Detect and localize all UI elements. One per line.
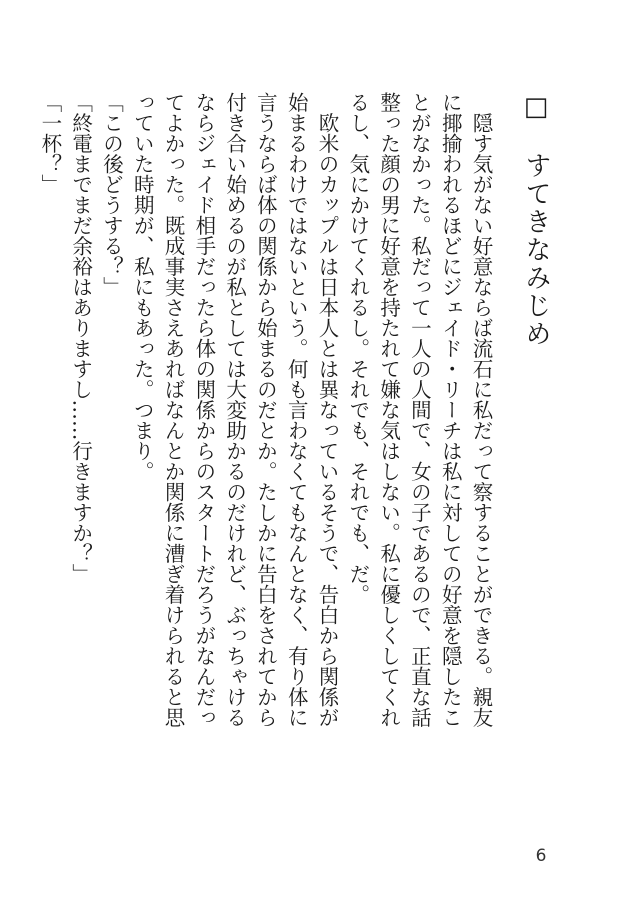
- dialogue-line: 「一杯？」: [37, 92, 62, 195]
- paragraph: 欧米のカップルは日本人とは異なっているそうで、告白から関係が始まるわけではないという。何も言わなくてもなんとなく、有り体に言うならば体の関係から始まるのだとか。たしかに告白をされてから付き合い始めるのが私としては大変助かるのだけれど、ぶっちゃけるならジェイド相手だったら体の関係からのスタートだろうがなんだってよかった。既成事実さえあればなんとか関係に漕ぎ着けられると思っていた時期が、私にもあった。つまり。: [130, 92, 340, 728]
- dialogue-line: 「終電までまだ余裕はありますし……行きますか？」: [68, 92, 93, 584]
- page-number: 6: [535, 846, 547, 866]
- body-text: [37, 92, 496, 732]
- paragraph: 隠す気がない好意ならば流石に私だって察することができる。親友に揶揄われるほどにジェイド・リーチは私に対しての好意を隠したことがなかった。私だって一人の人間で、女の子であるので、正直な話整った顔の男に好意を持たれて嫌な気はしない。私に優しくしてくれるし、気にかけてくれるし。それでも、それでも、だ。: [345, 92, 493, 728]
- dialogue-line: 「この後どうする？」: [99, 92, 124, 297]
- chapter-title: □ すてきなみじめ: [521, 92, 551, 348]
